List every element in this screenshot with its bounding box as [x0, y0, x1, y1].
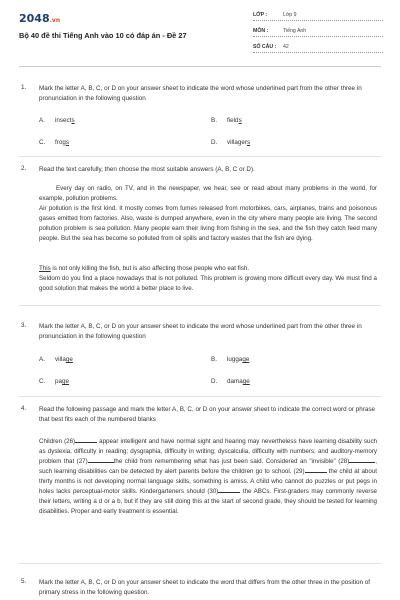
option-underlined: ge — [242, 356, 250, 363]
logo-main: 2048 — [19, 12, 50, 25]
option-text: villa — [55, 356, 66, 363]
question-text: Read the following passage and mark the letter A, B, C, or D on your answer sheet to indicate the correct word or phrase that best fits each of the numbered blanks — [39, 406, 376, 423]
question-number: 1. — [21, 84, 27, 91]
option-text: field — [227, 117, 239, 124]
question-separator — [19, 396, 381, 397]
meta-divider — [253, 52, 383, 53]
blank-27[interactable] — [88, 462, 114, 463]
question-separator — [19, 305, 381, 306]
passage-text: the ABCs. First-graders may commonly reverse their letters, writing a d or a b, but if they are still doing this at the start of second grade, they should be tested for learning disabilities. Proper and early treatment is essential. — [39, 488, 377, 515]
passage-paragraph-4: Seldom do you find a place nowadays that is not polluted. This problem is growing more difficult every day. We must find a good solution that makes the world a better place to live. — [39, 275, 377, 292]
question-number: 5. — [21, 578, 27, 585]
blank-29[interactable] — [305, 472, 327, 473]
cloze-passage — [39, 437, 377, 517]
passage-text: appear intelligent and have normal sight and hearing may nevertheless have learning disability such as dyslexia, difficulty in reading; dysgraphia, difficulty in writing; dyscalculia, difficulty with numbers; and auditory-memory problem that (27) — [39, 438, 378, 465]
blank-28[interactable] — [349, 462, 375, 463]
option-text: dama — [227, 378, 243, 385]
underlined-word: This — [39, 265, 51, 272]
header-divider — [19, 66, 381, 67]
question-separator — [19, 563, 381, 564]
option-underlined: s — [246, 139, 251, 146]
option-c[interactable] — [39, 139, 69, 146]
meta-divider — [253, 36, 383, 37]
option-label: C. — [39, 139, 46, 146]
option-d[interactable] — [211, 378, 250, 385]
option-label: B. — [211, 117, 217, 124]
option-label: D. — [211, 139, 218, 146]
option-text: lugga — [227, 356, 243, 363]
option-text: frog — [55, 139, 66, 146]
site-logo[interactable] — [19, 12, 60, 25]
passage-paragraph-3 — [39, 264, 377, 274]
passage-text: , such learning disabilities can be detected by alert parents before the children go to school. (29) — [39, 458, 377, 475]
option-text: insect — [55, 117, 72, 124]
paragraph-text: is not only killing the fish, but is also affecting those people who eat fish. — [50, 265, 250, 272]
page-header — [0, 0, 400, 66]
document-title: Bộ 40 đề thi Tiếng Anh vào 10 có đáp án - Đề 27 — [19, 31, 187, 40]
option-underlined: s — [65, 139, 70, 146]
option-underlined: ge — [242, 378, 250, 385]
passage-paragraph-1: Every day on radio, on TV, and in the newspaper, we hear, see or read about many problems in the world, for example, pollution problems. — [39, 185, 377, 202]
passage-paragraph-2: Air pollution is the first kind. It mostly comes from fumes released from motorbikes, cars, airplanes, trains and poisonous gases emitted from factories. Also, waste is dumped anywhere, even in the city where many people are living. The second pollution problem is sea pollution. Many people earn their living from fishing in the sea, and the fish they catch feed many people. But the sea has become so polluted from oil spills and factory wastes that the fish are dying. — [39, 205, 377, 242]
logo-tld: .vn — [49, 17, 61, 24]
option-label: B. — [211, 356, 217, 363]
meta-value: 42 — [283, 44, 289, 50]
meta-value: Tiếng Anh — [283, 28, 307, 34]
passage-text: the child from remembering what has just been said. Considered an "invisible" (28) — [113, 458, 350, 465]
option-b[interactable] — [211, 356, 249, 363]
option-text: pa — [55, 378, 63, 385]
question-number: 2. — [21, 165, 27, 172]
meta-key: SỐ CÂU : — [253, 44, 277, 50]
question-text: Mark the letter A, B, C, or D on your answer sheet to indicate the word whose underlined part from the other three in pronunciation in the following question — [39, 85, 362, 102]
option-label: A. — [39, 117, 45, 124]
option-c[interactable] — [39, 378, 69, 385]
passage-text: the child at about thirty months is not developing normal language skills, something is amiss. A child who cannot do puzzles or put pegs in holes lacks perceptual-motor skills. Kindergarteners should (30) — [39, 468, 377, 495]
question-separator — [19, 156, 381, 157]
option-text: villager — [227, 139, 247, 146]
option-b[interactable] — [211, 117, 242, 124]
meta-divider — [253, 20, 383, 21]
option-a[interactable] — [39, 356, 73, 363]
meta-key: LỚP : — [253, 12, 268, 18]
question-text: Mark the letter A, B, C, or D on your answer sheet to indicate the word that differs from the other three in the position of primary stress in the following question. — [39, 579, 370, 596]
question-text: Read the text carefully, then choose the most suitable answers (A, B, C or D). — [39, 166, 255, 173]
option-label: C. — [39, 378, 46, 385]
passage-text: Children (26) — [39, 438, 76, 445]
option-underlined: ge — [62, 378, 70, 385]
option-a[interactable] — [39, 117, 75, 124]
option-underlined: s — [238, 117, 242, 124]
blank-30[interactable] — [218, 492, 240, 493]
option-label: A. — [39, 356, 45, 363]
question-number: 4. — [21, 405, 27, 412]
option-underlined: s — [71, 117, 75, 124]
meta-value: Lớp 9 — [283, 12, 297, 18]
option-label: D. — [211, 378, 218, 385]
option-d[interactable] — [211, 139, 250, 146]
meta-key: MÔN : — [253, 28, 269, 34]
option-underlined: ge — [65, 356, 73, 363]
question-text: Mark the letter A, B, C, or D on your answer sheet to indicate the word whose underlined part from the other three in pronunciation in the following question — [39, 323, 362, 340]
question-number: 3. — [21, 322, 27, 329]
blank-26[interactable] — [75, 442, 97, 443]
